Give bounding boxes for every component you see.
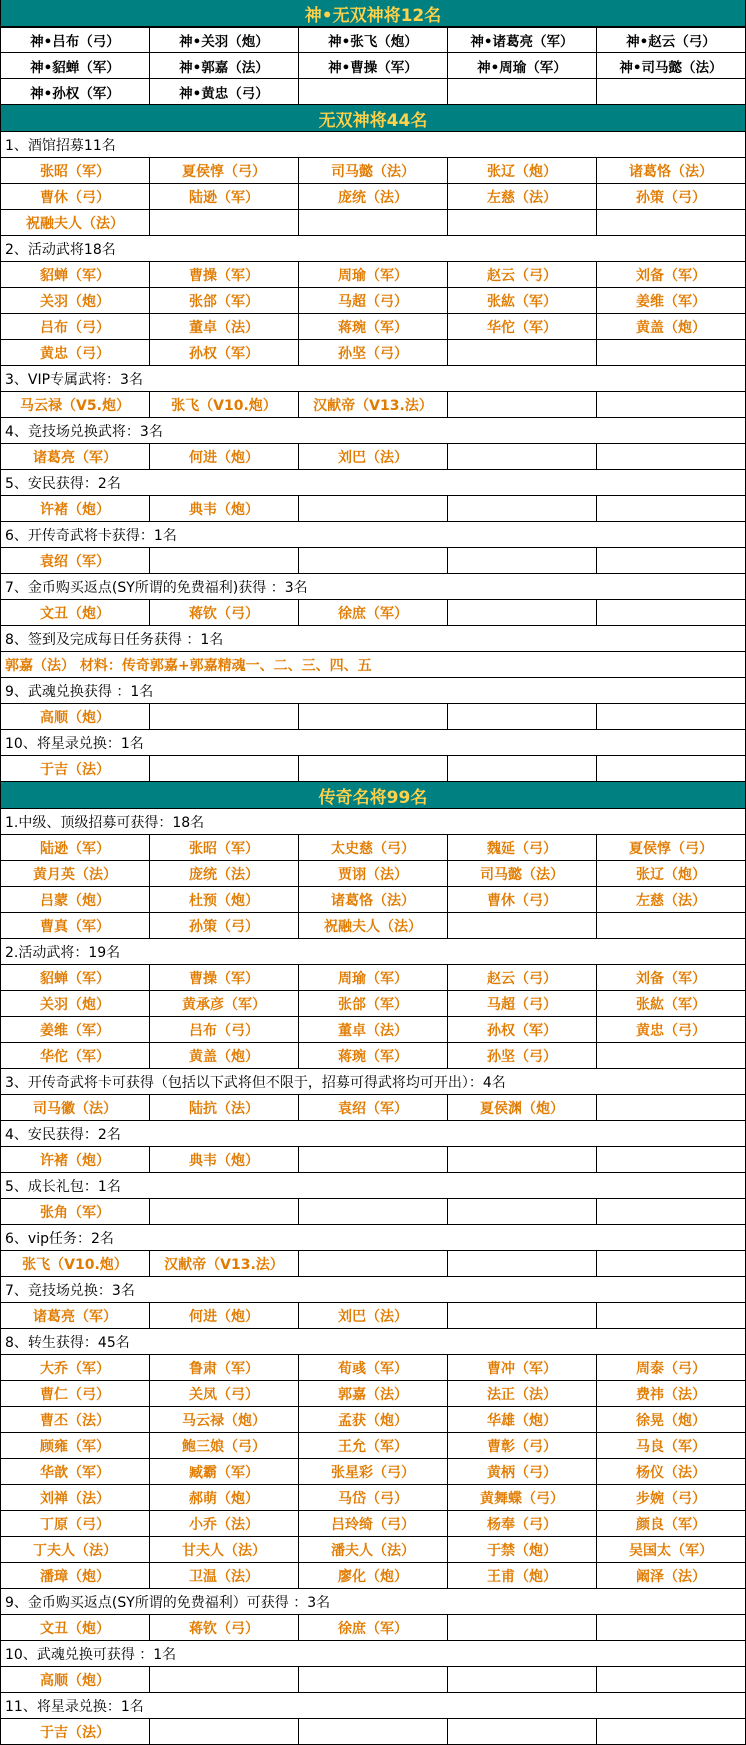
- generals-row: [0, 1511, 746, 1537]
- section-heading: 8、签到及完成每日任务获得 ：1名: [0, 626, 746, 652]
- empty-cell: [448, 913, 597, 938]
- general-cell: 诸葛恪（法）: [299, 887, 448, 912]
- empty-cell: [597, 548, 746, 573]
- empty-cell: [448, 704, 597, 729]
- general-cell: 许褚（炮）: [0, 1147, 150, 1172]
- section-heading: 1.中级、顶级招募可获得：18名: [0, 809, 746, 835]
- empty-cell: [299, 496, 448, 521]
- section-heading: 4、安民获得：2名: [0, 1121, 746, 1147]
- general-cell: 曹仁（弓）: [0, 1381, 150, 1406]
- general-cell: 关羽（炮）: [0, 288, 150, 313]
- generals-row: [0, 887, 746, 913]
- general-cell: 周瑜（军）: [299, 965, 448, 990]
- general-cell: 神•吕布（弓）: [0, 28, 150, 52]
- general-cell: 刘备（军）: [597, 262, 746, 287]
- general-cell: 蒋琬（军）: [299, 1043, 448, 1068]
- general-cell: 刘禅（法）: [0, 1485, 150, 1510]
- generals-row: [0, 340, 746, 366]
- general-cell: 曹休（弓）: [0, 184, 150, 209]
- general-cell: 孙策（弓）: [597, 184, 746, 209]
- general-cell: 姜维（军）: [0, 1017, 150, 1042]
- general-cell: 吕蒙（炮）: [0, 887, 150, 912]
- general-cell: 于吉（法）: [0, 756, 150, 781]
- empty-cell: [597, 210, 746, 235]
- empty-cell: [299, 756, 448, 781]
- general-cell: 夏侯惇（弓）: [150, 158, 299, 183]
- empty-cell: [299, 1667, 448, 1692]
- generals-row: [0, 210, 746, 236]
- generals-row: [0, 1667, 746, 1693]
- general-cell: 徐庶（军）: [299, 600, 448, 625]
- general-cell: 张辽（炮）: [597, 861, 746, 886]
- general-cell: 何进（炮）: [150, 1303, 299, 1328]
- empty-cell: [150, 756, 299, 781]
- generals-row: [0, 1043, 746, 1069]
- general-cell: 张昭（军）: [0, 158, 150, 183]
- generals-row: [0, 1381, 746, 1407]
- generals-row: [0, 444, 746, 470]
- general-cell: 司马懿（法）: [448, 861, 597, 886]
- general-cell: 张星彩（弓）: [299, 1459, 448, 1484]
- empty-cell: [597, 600, 746, 625]
- empty-cell: [448, 1615, 597, 1640]
- section-heading: 4、竞技场兑换武将：3名: [0, 418, 746, 444]
- general-cell: 神•关羽（炮）: [150, 28, 299, 52]
- section-heading: 8、转生获得：45名: [0, 1329, 746, 1355]
- empty-cell: [448, 756, 597, 781]
- generals-row: [0, 1199, 746, 1225]
- empty-cell: [150, 704, 299, 729]
- general-cell: 夏侯渊（炮）: [448, 1095, 597, 1120]
- empty-cell: [597, 1199, 746, 1224]
- general-cell: 神•张飞（炮）: [299, 28, 448, 52]
- general-cell: 孙权（军）: [150, 340, 299, 365]
- empty-cell: [448, 496, 597, 521]
- general-cell: 神•司马懿（法）: [597, 53, 746, 78]
- general-cell: 刘备（军）: [597, 965, 746, 990]
- general-cell: 左慈（法）: [597, 887, 746, 912]
- general-cell: 曹冲（军）: [448, 1355, 597, 1380]
- general-cell: 吕布（弓）: [150, 1017, 299, 1042]
- general-cell: 曹真（军）: [0, 913, 150, 938]
- general-cell: 曹丕（法）: [0, 1407, 150, 1432]
- general-cell: 陆逊（军）: [150, 184, 299, 209]
- general-cell: 顾雍（军）: [0, 1433, 150, 1458]
- generals-row: [0, 704, 746, 730]
- general-cell: 刘巴（法）: [299, 1303, 448, 1328]
- general-cell: 神•黄忠（弓）: [150, 79, 299, 104]
- general-cell: 诸葛亮（军）: [0, 444, 150, 469]
- empty-cell: [299, 210, 448, 235]
- general-cell: 徐晃（炮）: [597, 1407, 746, 1432]
- general-cell: 曹彰（弓）: [448, 1433, 597, 1458]
- empty-cell: [597, 1615, 746, 1640]
- general-cell: 神•曹操（军）: [299, 53, 448, 78]
- general-cell: 华佗（军）: [448, 314, 597, 339]
- general-cell: 步婉（弓）: [597, 1485, 746, 1510]
- general-cell: 神•郭嘉（法）: [150, 53, 299, 78]
- general-cell: 于禁（炮）: [448, 1537, 597, 1562]
- general-cell: 孙坚（弓）: [299, 340, 448, 365]
- general-cell: 神•貂蝉（军）: [0, 53, 150, 78]
- section-note: 郭嘉（法） 材料：传奇郭嘉+郭嘉精魂一、二、三、四、五: [0, 652, 746, 678]
- general-cell: 曹操（军）: [150, 262, 299, 287]
- generals-row: [0, 1719, 746, 1745]
- generals-row: [0, 184, 746, 210]
- general-cell: 太史慈（弓）: [299, 835, 448, 860]
- general-cell: 吴国太（军）: [597, 1537, 746, 1562]
- general-cell: 甘夫人（法）: [150, 1537, 299, 1562]
- general-cell: 张角（军）: [0, 1199, 150, 1224]
- general-cell: 神•孙权（军）: [0, 79, 150, 104]
- empty-cell: [597, 913, 746, 938]
- empty-cell: [299, 1147, 448, 1172]
- empty-cell: [448, 1199, 597, 1224]
- category-banner: 传奇名将99名: [0, 782, 746, 809]
- empty-cell: [448, 340, 597, 365]
- general-cell: 关凤（弓）: [150, 1381, 299, 1406]
- section-heading: 11、将星录兑换：1名: [0, 1693, 746, 1719]
- general-cell: 貂蝉（军）: [0, 965, 150, 990]
- generals-row: [0, 1615, 746, 1641]
- general-cell: 王甫（炮）: [448, 1563, 597, 1588]
- general-cell: 曹操（军）: [150, 965, 299, 990]
- general-cell: 黄盖（炮）: [597, 314, 746, 339]
- general-cell: 赵云（弓）: [448, 262, 597, 287]
- general-cell: 马岱（弓）: [299, 1485, 448, 1510]
- section-heading: 9、金币购买返点(SY所谓的免费福利）可获得 ：3名: [0, 1589, 746, 1615]
- general-cell: 郝萌（炮）: [150, 1485, 299, 1510]
- empty-cell: [448, 210, 597, 235]
- general-cell: 孙策（弓）: [150, 913, 299, 938]
- generals-row: [0, 600, 746, 626]
- generals-row: [0, 158, 746, 184]
- general-cell: 吕玲绮（弓）: [299, 1511, 448, 1536]
- section-heading: 1、酒馆招募11名: [0, 132, 746, 158]
- generals-row: [0, 496, 746, 522]
- generals-row: [0, 314, 746, 340]
- general-cell: 马超（弓）: [448, 991, 597, 1016]
- general-cell: 孟获（炮）: [299, 1407, 448, 1432]
- general-cell: 姜维（军）: [597, 288, 746, 313]
- general-cell: 司马懿（法）: [299, 158, 448, 183]
- general-cell: 神•诸葛亮（军）: [448, 28, 597, 52]
- empty-cell: [448, 1251, 597, 1276]
- generals-row: [0, 548, 746, 574]
- general-cell: 潘璋（炮）: [0, 1563, 150, 1588]
- section-heading: 3、开传奇武将卡可获得（包括以下武将但不限于，招募可得武将均可开出）：4名: [0, 1069, 746, 1095]
- general-cell: 孙坚（弓）: [448, 1043, 597, 1068]
- general-cell: 周泰（弓）: [597, 1355, 746, 1380]
- generals-row: [0, 991, 746, 1017]
- generals-row: [0, 1459, 746, 1485]
- empty-cell: [448, 548, 597, 573]
- generals-row: [0, 1251, 746, 1277]
- general-cell: 颜良（军）: [597, 1511, 746, 1536]
- general-cell: 杜预（炮）: [150, 887, 299, 912]
- general-cell: 张昭（军）: [150, 835, 299, 860]
- empty-cell: [448, 1147, 597, 1172]
- general-cell: 貂蝉（军）: [0, 262, 150, 287]
- general-cell: 法正（法）: [448, 1381, 597, 1406]
- category-banner: 无双神将44名: [0, 105, 746, 132]
- general-cell: 袁绍（军）: [0, 548, 150, 573]
- god-generals-row: [0, 27, 746, 53]
- empty-cell: [299, 1251, 448, 1276]
- generals-row: [0, 965, 746, 991]
- section-heading: 5、成长礼包：1名: [0, 1173, 746, 1199]
- general-cell: 黄月英（法）: [0, 861, 150, 886]
- section-heading: 5、安民获得：2名: [0, 470, 746, 496]
- general-cell: 周瑜（军）: [299, 262, 448, 287]
- section-heading: 2.活动武将：19名: [0, 939, 746, 965]
- empty-cell: [597, 1095, 746, 1120]
- general-cell: 阚泽（法）: [597, 1563, 746, 1588]
- general-cell: 陆逊（军）: [0, 835, 150, 860]
- general-cell: 董卓（法）: [150, 314, 299, 339]
- general-cell: 张紘（军）: [597, 991, 746, 1016]
- general-cell: 张紘（军）: [448, 288, 597, 313]
- general-cell: 黄承彦（军）: [150, 991, 299, 1016]
- general-cell: 刘巴（法）: [299, 444, 448, 469]
- general-cell: 典韦（炮）: [150, 1147, 299, 1172]
- general-cell: 马云禄（V5.炮）: [0, 392, 150, 417]
- general-cell: 关羽（炮）: [0, 991, 150, 1016]
- general-cell: 夏侯惇（弓）: [597, 835, 746, 860]
- empty-cell: [597, 1303, 746, 1328]
- general-cell: 大乔（军）: [0, 1355, 150, 1380]
- generals-row: [0, 392, 746, 418]
- empty-cell: [597, 340, 746, 365]
- generals-row: [0, 1355, 746, 1381]
- general-cell: 魏延（弓）: [448, 835, 597, 860]
- general-cell: 费祎（法）: [597, 1381, 746, 1406]
- generals-row: [0, 1407, 746, 1433]
- general-cell: 丁原（弓）: [0, 1511, 150, 1536]
- general-cell: 祝融夫人（法）: [0, 210, 150, 235]
- general-cell: 汉献帝（V13.法）: [150, 1251, 299, 1276]
- general-cell: 神•赵云（弓）: [597, 28, 746, 52]
- empty-cell: [597, 1043, 746, 1068]
- general-cell: 张郃（军）: [150, 288, 299, 313]
- general-cell: 高顺（炮）: [0, 704, 150, 729]
- empty-cell: [597, 392, 746, 417]
- empty-cell: [597, 79, 746, 104]
- empty-cell: [299, 548, 448, 573]
- general-cell: 左慈（法）: [448, 184, 597, 209]
- empty-cell: [299, 704, 448, 729]
- general-cell: 荀彧（军）: [299, 1355, 448, 1380]
- general-cell: 臧霸（军）: [150, 1459, 299, 1484]
- general-cell: 廖化（炮）: [299, 1563, 448, 1588]
- empty-cell: [597, 1719, 746, 1744]
- general-cell: 潘夫人（法）: [299, 1537, 448, 1562]
- general-cell: 郭嘉（法）: [299, 1381, 448, 1406]
- empty-cell: [150, 1719, 299, 1744]
- general-cell: 神•周瑜（军）: [448, 53, 597, 78]
- generals-row: [0, 288, 746, 314]
- section-heading: 9、武魂兑换获得 ：1名: [0, 678, 746, 704]
- general-cell: 张辽（炮）: [448, 158, 597, 183]
- empty-cell: [448, 392, 597, 417]
- general-cell: 诸葛亮（军）: [0, 1303, 150, 1328]
- section-heading: 6、vip任务：2名: [0, 1225, 746, 1251]
- general-cell: 卫温（法）: [150, 1563, 299, 1588]
- empty-cell: [299, 1199, 448, 1224]
- section-heading: 7、金币购买返点(SY所谓的免费福利)获得 ：3名: [0, 574, 746, 600]
- general-cell: 文丑（炮）: [0, 600, 150, 625]
- section-heading: 10、将星录兑换：1名: [0, 730, 746, 756]
- general-cell: 蒋琬（军）: [299, 314, 448, 339]
- empty-cell: [597, 704, 746, 729]
- general-cell: 鲍三娘（弓）: [150, 1433, 299, 1458]
- god-generals-row: [0, 79, 746, 105]
- general-cell: 汉献帝（V13.法）: [299, 392, 448, 417]
- general-cell: 贾诩（法）: [299, 861, 448, 886]
- section-heading: 10、武魂兑换可获得 ：1名: [0, 1641, 746, 1667]
- general-cell: 袁绍（军）: [299, 1095, 448, 1120]
- general-cell: 庞统（法）: [150, 861, 299, 886]
- section-heading: 3、VIP专属武将：3名: [0, 366, 746, 392]
- general-cell: 张飞（V10.炮）: [150, 392, 299, 417]
- general-cell: 小乔（法）: [150, 1511, 299, 1536]
- general-cell: 司马徽（法）: [0, 1095, 150, 1120]
- generals-row: [0, 1485, 746, 1511]
- god-generals-banner: 神•无双神将12名: [0, 0, 746, 27]
- general-cell: 张飞（V10.炮）: [0, 1251, 150, 1276]
- empty-cell: [448, 444, 597, 469]
- general-cell: 董卓（法）: [299, 1017, 448, 1042]
- generals-row: [0, 1303, 746, 1329]
- empty-cell: [597, 1251, 746, 1276]
- general-cell: 典韦（炮）: [150, 496, 299, 521]
- generals-row: [0, 262, 746, 288]
- generals-row: [0, 835, 746, 861]
- empty-cell: [299, 79, 448, 104]
- general-cell: 华雄（炮）: [448, 1407, 597, 1432]
- general-cell: 徐庶（军）: [299, 1615, 448, 1640]
- general-cell: 祝融夫人（法）: [299, 913, 448, 938]
- general-cell: 丁夫人（法）: [0, 1537, 150, 1562]
- empty-cell: [597, 496, 746, 521]
- general-cell: 黄忠（弓）: [0, 340, 150, 365]
- general-cell: 吕布（弓）: [0, 314, 150, 339]
- empty-cell: [448, 1719, 597, 1744]
- general-cell: 黄盖（炮）: [150, 1043, 299, 1068]
- empty-cell: [150, 1667, 299, 1692]
- empty-cell: [448, 79, 597, 104]
- god-generals-row: [0, 53, 746, 79]
- generals-row: [0, 913, 746, 939]
- general-cell: 马超（弓）: [299, 288, 448, 313]
- generals-row: [0, 756, 746, 782]
- empty-cell: [448, 1667, 597, 1692]
- empty-cell: [150, 1199, 299, 1224]
- section-heading: 7、竞技场兑换：3名: [0, 1277, 746, 1303]
- section-heading: 6、开传奇武将卡获得：1名: [0, 522, 746, 548]
- general-cell: 庞统（法）: [299, 184, 448, 209]
- empty-cell: [150, 210, 299, 235]
- generals-blocks: [0, 105, 746, 1745]
- general-cell: 诸葛恪（法）: [597, 158, 746, 183]
- general-cell: 蒋钦（弓）: [150, 1615, 299, 1640]
- general-cell: 高顺（炮）: [0, 1667, 150, 1692]
- generals-row: [0, 1017, 746, 1043]
- general-cell: 许褚（炮）: [0, 496, 150, 521]
- general-cell: 鲁肃（军）: [150, 1355, 299, 1380]
- empty-cell: [597, 444, 746, 469]
- general-cell: 杨奉（弓）: [448, 1511, 597, 1536]
- section-heading: 2、活动武将18名: [0, 236, 746, 262]
- general-cell: 杨仪（法）: [597, 1459, 746, 1484]
- general-cell: 张郃（军）: [299, 991, 448, 1016]
- general-cell: 马良（军）: [597, 1433, 746, 1458]
- empty-cell: [448, 1303, 597, 1328]
- general-cell: 文丑（炮）: [0, 1615, 150, 1640]
- general-cell: 孙权（军）: [448, 1017, 597, 1042]
- general-cell: 何进（炮）: [150, 444, 299, 469]
- general-cell: 赵云（弓）: [448, 965, 597, 990]
- general-cell: 华歆（军）: [0, 1459, 150, 1484]
- empty-cell: [597, 756, 746, 781]
- general-cell: 于吉（法）: [0, 1719, 150, 1744]
- general-cell: 王允（军）: [299, 1433, 448, 1458]
- empty-cell: [597, 1667, 746, 1692]
- empty-cell: [150, 548, 299, 573]
- generals-row: [0, 1537, 746, 1563]
- general-cell: 黄舞蝶（弓）: [448, 1485, 597, 1510]
- general-cell: 蒋钦（弓）: [150, 600, 299, 625]
- generals-row: [0, 1433, 746, 1459]
- general-cell: 马云禄（炮）: [150, 1407, 299, 1432]
- generals-row: [0, 1563, 746, 1589]
- general-cell: 黄柄（弓）: [448, 1459, 597, 1484]
- general-cell: 陆抗（法）: [150, 1095, 299, 1120]
- general-cell: 华佗（军）: [0, 1043, 150, 1068]
- generals-row: [0, 1095, 746, 1121]
- generals-row: [0, 861, 746, 887]
- empty-cell: [299, 1719, 448, 1744]
- general-cell: 曹休（弓）: [448, 887, 597, 912]
- general-cell: 黄忠（弓）: [597, 1017, 746, 1042]
- generals-row: [0, 1147, 746, 1173]
- god-generals-grid: [0, 27, 746, 105]
- empty-cell: [597, 1147, 746, 1172]
- empty-cell: [448, 600, 597, 625]
